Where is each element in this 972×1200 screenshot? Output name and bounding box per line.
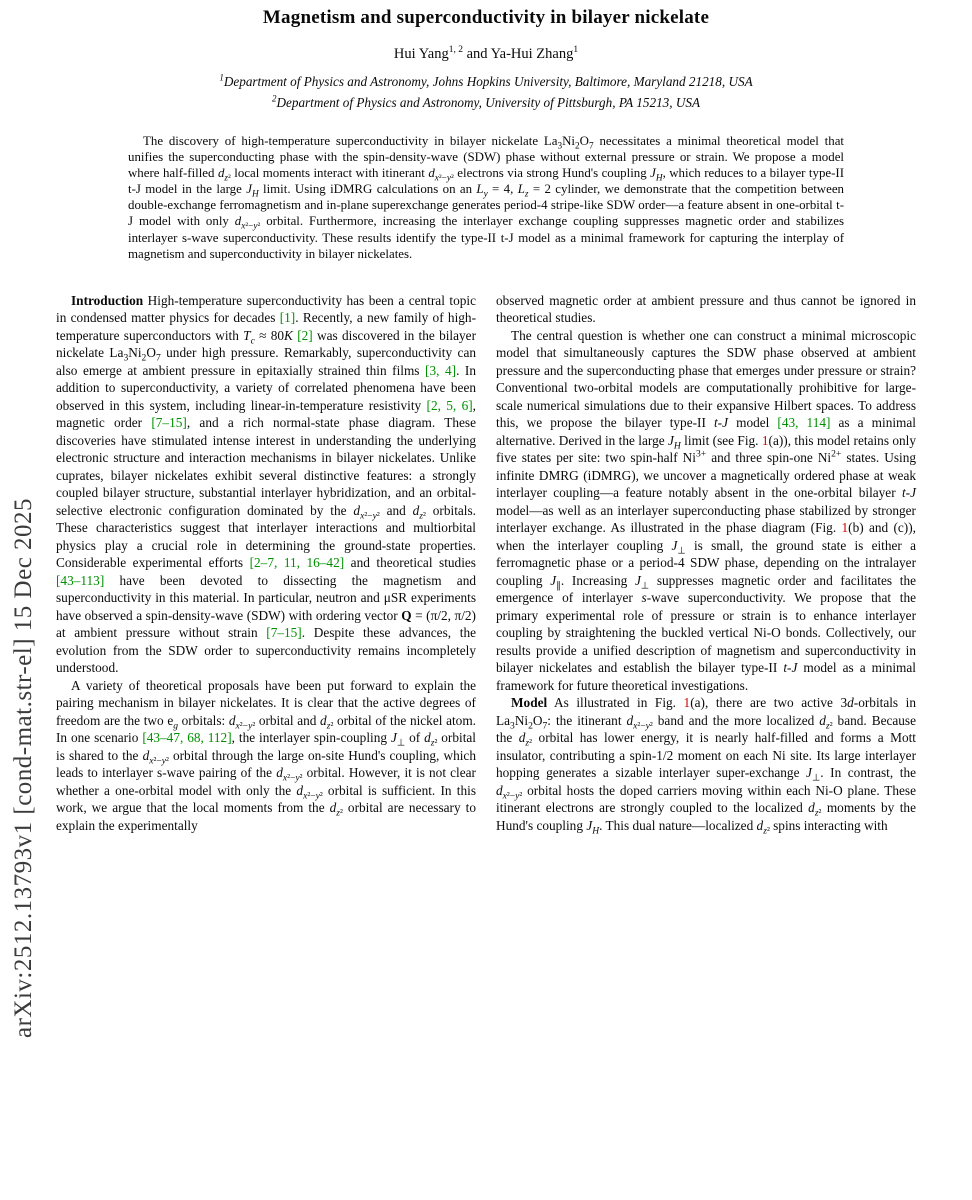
authors-line: Hui Yang$^{1, 2}$ and Ya-Hui Zhang$^1$ [393, 45, 579, 62]
abstract [128, 133, 844, 262]
arxiv-identifier: arXiv:2512.13793v1 [cond-mat.str-el] 15 Dec 2025 [10, 497, 37, 1038]
citation-link[interactable]: [2–7, 11, 16–42] [249, 555, 345, 571]
figure-ref-link[interactable]: 1 [683, 695, 691, 711]
citation-link[interactable]: [2, 5, 6] [426, 397, 473, 413]
left-column [56, 292, 476, 835]
citation-link[interactable]: [2] [297, 327, 313, 343]
affiliation-1: $^1$Department of Physics and Astronomy, Johns Hopkins University, Baltimore, Maryland 21218, USA [219, 72, 753, 89]
figure-ref-link[interactable]: 1 [761, 432, 769, 448]
figure-ref-link[interactable]: 1 [841, 520, 849, 536]
citation-link[interactable]: [3, 4] [425, 362, 457, 378]
affiliation-2: $^2$Department of Physics and Astronomy, University of Pittsburgh, PA 15213, USA [271, 93, 701, 110]
paragraph-introduction: Introduction High-temperature superconductivity has been a central topic in condensed matter physics for decades [1]. Recently, a new family of high-temperature superconductors with $T_c \approx 80K$ [2] was discovered in the bilayer nickelate $La_3Ni_2O_7$ under high pressure. Remarkably, superconductivity can also emerge at ambient pressure in epitaxially strained thin films [3, 4]. In addition to superconductivity, a variety of correlated phenomena have been observed in this system, including linear-in-temperature resistivity [2, 5, 6], magnetic order [7–15], and a rich normal-state phase diagram. These discoveries have stimulated intense interest in understanding the underlying electronic structure and interaction mechanisms in bilayer nickelates. Unlike cuprates, bilayer nickelates exhibit several distinctive features: a strongly coupled bilayer structure, substantial interlayer hybridization, and an orbital-selective electronic configuration dominated by the $d_{x^2-y^2}$ and $d_{z^2}$ orbitals. These characteristics suggest that interlayer interactions and multiorbital physics play a crucial role in determining the ground-state properties. Considerable experimental efforts [2–7, 11, 16–42] and theoretical studies [43–113] have been devoted to dissecting the magnetism and superconductivity in this material. In particular, neutron and μSR experiments have observed a spin-density-wave (SDW) with ordering vector Q = (π/2, π/2) at ambient pressure without strain [7–15]. Despite these advances, the evolution from the SDW order to superconductivity remains incompletely understood. [56, 292, 477, 676]
paragraph-model: Model As illustrated in Fig. 1(a), there are two active 3d-orbitals in $La_3Ni_2O_7$: the itinerant $d_{x^2-y^2}$ band and the more localized $d_{z^2}$ band. Because the $d_{z^2}$ orbital has lower energy, it is nearly half-filled and forms a Mott insulator, contributing a spin-1/2 moment on each Ni site. Its large interlayer hopping generates a sizable interlayer super-exchange $J_\perp$. In contrast, the $d_{x^2-y^2}$ orbital hosts the doped carriers moving within each Ni-O plane. These itinerant electrons are strongly coupled to the localized $d_{z^2}$ moments by the Hund's coupling $J_H$. This dual nature—localized $d_{z^2}$ spins interacting with [496, 695, 916, 837]
two-column-body [56, 292, 916, 835]
affiliations-block [0, 71, 972, 113]
citation-link[interactable]: [43, 114] [777, 415, 831, 431]
citation-link[interactable]: [43–47, 68, 112] [142, 730, 232, 746]
citation-link[interactable]: [7–15] [151, 415, 187, 431]
paragraph-theoretical-proposals: A variety of theoretical proposals have been put forward to explain the pairing mechanism in bilayer nickelates. It is clear that the active degrees of freedom are the two $e_g$ orbitals: $d_{x^2-y^2}$ orbital and $d_{z^2}$ orbital of the nickel atom. In one scenario [43–47, 68, 112], the interlayer spin-coupling $J_\perp$ of $d_{z^2}$ orbital is shared to the $d_{x^2-y^2}$ orbital through the large on-site Hund's coupling, which leads to interlayer s-wave pairing of the $d_{x^2-y^2}$ orbital. However, it is not clear whether a one-orbital model with only the $d_{x^2-y^2}$ orbital is sufficient. In this work, we argue that the local moments from the $d_{z^2}$ orbital are necessary to explain the experimentally [56, 677, 476, 833]
paragraph-continuation: observed magnetic order at ambient pressure and thus cannot be ignored in theoretical studies. [496, 292, 916, 326]
right-column [496, 292, 916, 835]
abstract-text: The discovery of high-temperature superconductivity in bilayer nickelate $La_3Ni_2O_7$ necessitates a minimal theoretical model that unifies the superconducting phase with the spin-density-wave (SDW) phase without external pressure or strain. We propose a model where half-filled $d_{z^2}$ local moments interact with itinerant $d_{x^2-y^2}$ electrons via strong Hund's coupling $J_H$, which reduces to a bilayer type-II t-J model in the large $J_H$ limit. Using iDMRG calculations on an $L_y = 4$, $L_z = 2$ cylinder, we demonstrate that the competition between double-exchange ferromagnetism and in-plane superexchange generates period-4 stripe-like SDW order—a feature absent in one-orbital t-J model with only $d_{x^2-y^2}$ orbital. Furthermore, increasing the interlayer exchange coupling suppresses magnetic order and stabilizes interlayer s-wave superconductivity. These results identify the type-II t-J model as a minimal framework for capturing the interplay of magnetism and superconductivity in bilayer nickelates. [128, 134, 845, 261]
citation-link[interactable]: [43–113] [56, 572, 105, 588]
citation-link[interactable]: [1] [279, 310, 296, 326]
paper-title: Magnetism and superconductivity in bilayer nickelate [262, 7, 710, 28]
citation-link[interactable]: [7–15] [266, 625, 302, 641]
paragraph-central-question: The central question is whether one can construct a minimal microscopic model that simultaneously captures the SDW phase observed at ambient pressure and the superconducting phase that emerges under pressure or strain? Conventional two-orbital models are computationally prohibitive for large-scale numerical simulations due to their expansive Hilbert spaces. To address this, we propose the bilayer type-II t-J model [43, 114] as a minimal alternative. Derived in the large $J_H$ limit (see Fig. 1(a)), this model retains only five states per site: two spin-half $Ni^{3+}$ and three spin-one $Ni^{2+}$ states. Using infinite DMRG (iDMRG), we uncover a magnetically ordered phase at weak interlayer coupling—a feature notably absent in the one-orbital bilayer t-J model—as well as an interlayer superconducting phase stabilized by stronger interlayer exchange. As illustrated in the phase diagram (Fig. 1(b) and (c)), when the interlayer coupling $J_\perp$ is small, the ground state is either a ferromagnetic phase or a period-4 SDW phase, depending on the intralayer coupling $J_\parallel$. Increasing $J_\perp$ suppresses magnetic order and facilitates the emergence of interlayer s-wave superconductivity. We propose that the primary experimental role of pressure or strain is to enhance interlayer coupling by straightening the buckled vertical Ni-O bonds. Collectively, our results provide a unified description of magnetism and superconductivity in bilayer nickelates and establish the bilayer type-II t-J model as a minimal framework for future theoretical investigations. [496, 327, 917, 693]
